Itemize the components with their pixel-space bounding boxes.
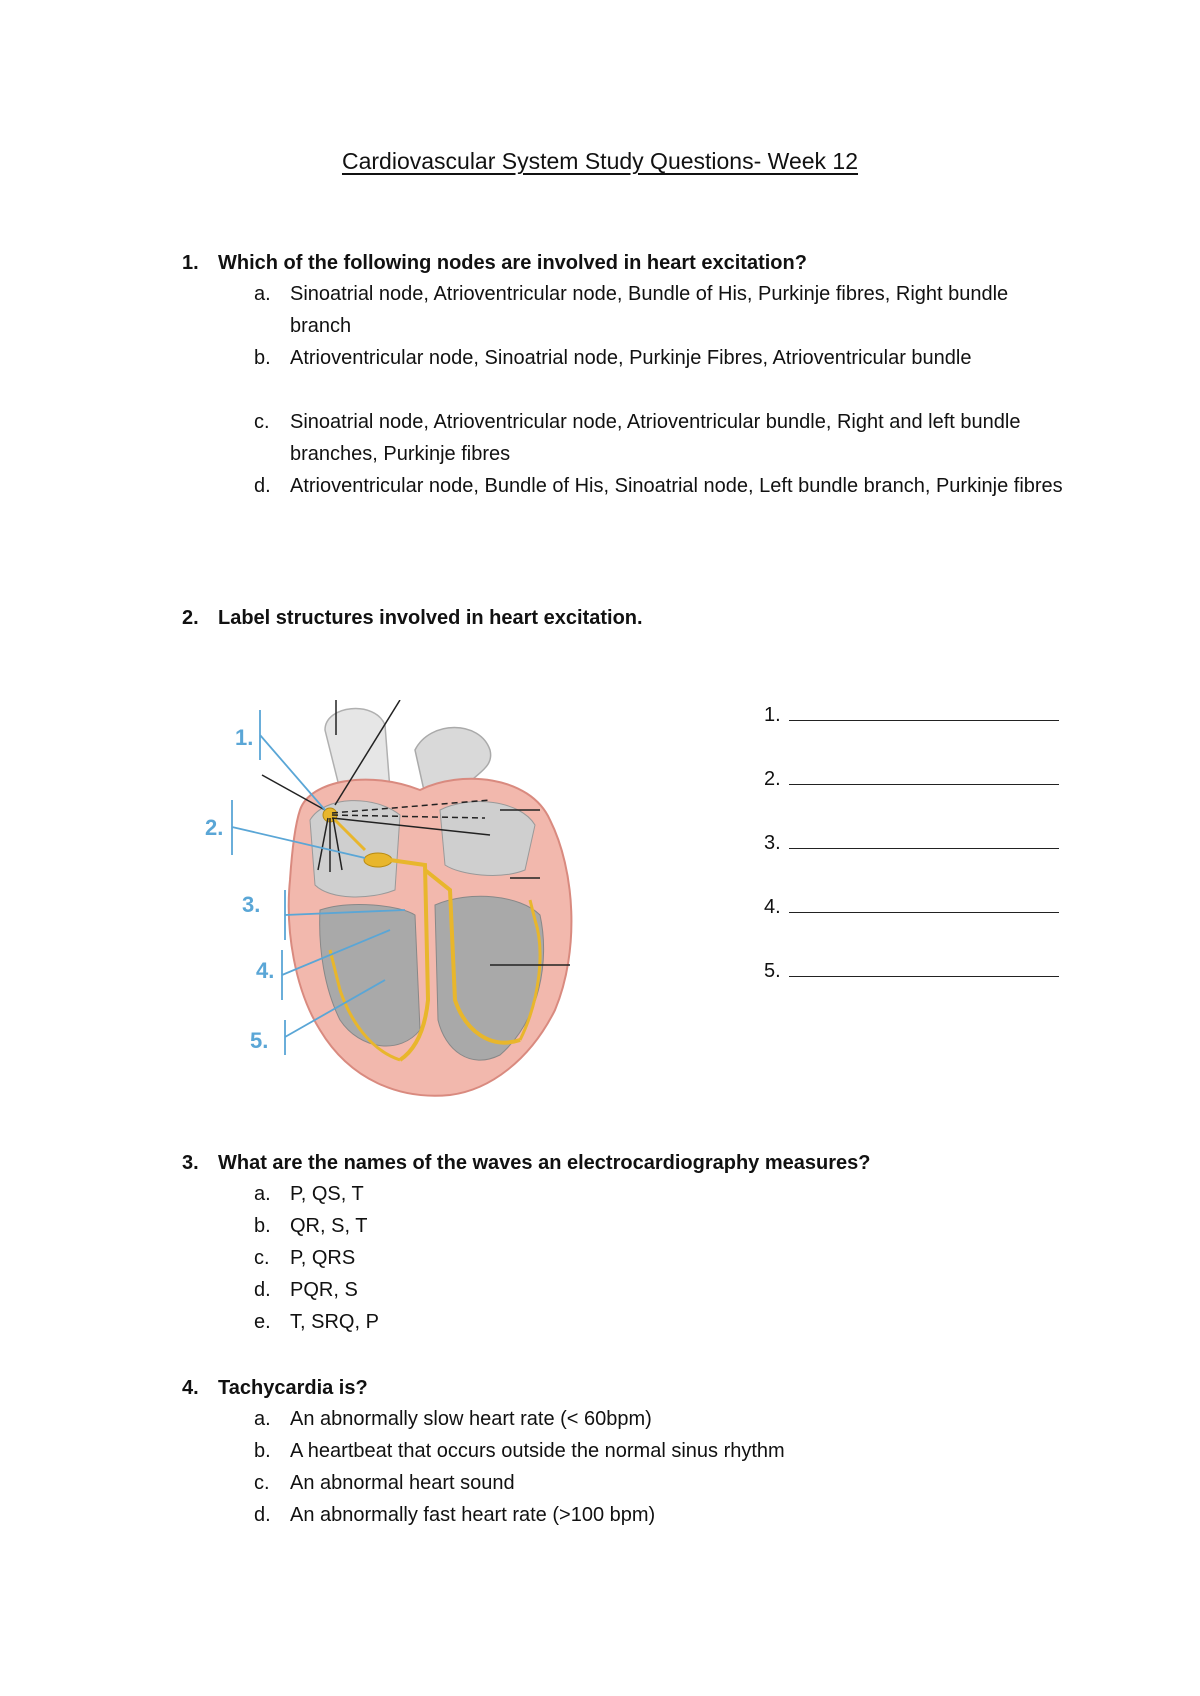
left-atrium-shape xyxy=(440,802,535,876)
option-letter: b. xyxy=(254,347,271,369)
question-2 xyxy=(182,605,643,631)
option-letter: c. xyxy=(254,411,270,433)
diagram-label-5: 5. xyxy=(250,1028,269,1053)
option-text: Atrioventricular node, Bundle of His, Sinoatrial node, Left bundle branch, Purkinje fibres xyxy=(290,475,1063,497)
option-text: A heartbeat that occurs outside the normal sinus rhythm xyxy=(290,1440,785,1462)
question-number: 2. xyxy=(182,607,199,629)
question-text: Tachycardia is? xyxy=(218,1377,368,1399)
blank-line[interactable] xyxy=(789,766,1059,785)
option-text: An abnormally slow heart rate (< 60bpm) xyxy=(290,1408,652,1430)
blank-line[interactable] xyxy=(789,958,1059,977)
blank-number: 3. xyxy=(764,832,781,854)
answer-blank-5[interactable] xyxy=(764,958,1059,983)
option-text: P, QS, T xyxy=(290,1183,364,1205)
answer-blank-2[interactable] xyxy=(764,766,1059,791)
q4-option-a[interactable] xyxy=(254,1403,1074,1435)
option-text: T, SRQ, P xyxy=(290,1311,379,1333)
q3-option-a[interactable] xyxy=(254,1178,1074,1210)
answer-blank-4[interactable] xyxy=(764,894,1059,919)
option-letter: a. xyxy=(254,1408,271,1430)
q1-option-b[interactable] xyxy=(254,342,1074,374)
question-4 xyxy=(182,1375,368,1401)
question-3 xyxy=(182,1150,870,1176)
heart-conduction-diagram xyxy=(200,700,630,1120)
question-number: 1. xyxy=(182,252,199,274)
blank-number: 5. xyxy=(764,960,781,982)
q1-option-d[interactable] xyxy=(254,470,1074,502)
option-letter: a. xyxy=(254,283,271,305)
q3-option-b[interactable] xyxy=(254,1210,1074,1242)
option-text: Sinoatrial node, Atrioventricular node, Atrioventricular bundle, Right and left bundle branches, Purkinje fibres xyxy=(290,411,1021,465)
answer-blank-3[interactable] xyxy=(764,830,1059,855)
option-text: Atrioventricular node, Sinoatrial node, Purkinje Fibres, Atrioventricular bundle xyxy=(290,347,972,369)
option-text: Sinoatrial node, Atrioventricular node, Bundle of His, Purkinje fibres, Right bundle branch xyxy=(290,283,1009,337)
q3-option-d[interactable] xyxy=(254,1274,1074,1306)
blank-number: 2. xyxy=(764,768,781,790)
option-letter: b. xyxy=(254,1440,271,1462)
option-text: P, QRS xyxy=(290,1247,356,1269)
option-letter: d. xyxy=(254,1504,271,1526)
q3-option-e[interactable] xyxy=(254,1306,1074,1338)
diagram-label-3: 3. xyxy=(242,892,261,917)
aorta-shape xyxy=(325,709,390,790)
option-letter: a. xyxy=(254,1183,271,1205)
question-number: 3. xyxy=(182,1152,199,1174)
question-1 xyxy=(182,250,807,276)
option-letter: c. xyxy=(254,1247,270,1269)
option-text: An abnormally fast heart rate (>100 bpm) xyxy=(290,1504,656,1526)
option-letter: b. xyxy=(254,1215,271,1237)
option-text: PQR, S xyxy=(290,1279,358,1301)
blank-line[interactable] xyxy=(789,830,1059,849)
diagram-label-1: 1. xyxy=(235,725,254,750)
option-letter: c. xyxy=(254,1472,270,1494)
question-text: Label structures involved in heart excitation. xyxy=(218,607,643,629)
q1-option-c[interactable] xyxy=(254,406,1074,470)
blank-number: 1. xyxy=(764,704,781,726)
option-letter: d. xyxy=(254,475,271,497)
q4-option-c[interactable] xyxy=(254,1467,1074,1499)
option-letter: e. xyxy=(254,1311,271,1333)
option-text: QR, S, T xyxy=(290,1215,368,1237)
diagram-label-4: 4. xyxy=(256,958,275,983)
blank-line[interactable] xyxy=(789,702,1059,721)
q4-option-b[interactable] xyxy=(254,1435,1074,1467)
blank-number: 4. xyxy=(764,896,781,918)
option-letter: d. xyxy=(254,1279,271,1301)
q1-option-a[interactable] xyxy=(254,278,1074,342)
blank-line[interactable] xyxy=(789,894,1059,913)
q4-option-d[interactable] xyxy=(254,1499,1074,1531)
question-number: 4. xyxy=(182,1377,199,1399)
atrioventricular-node xyxy=(364,853,392,867)
question-text: Which of the following nodes are involved in heart excitation? xyxy=(218,252,807,274)
q3-option-c[interactable] xyxy=(254,1242,1074,1274)
answer-blank-1[interactable] xyxy=(764,702,1059,727)
diagram-label-2: 2. xyxy=(205,815,224,840)
option-text: An abnormal heart sound xyxy=(290,1472,515,1494)
question-text: What are the names of the waves an electrocardiography measures? xyxy=(218,1152,871,1174)
page-title: Cardiovascular System Study Questions- Week 12 xyxy=(341,148,859,174)
